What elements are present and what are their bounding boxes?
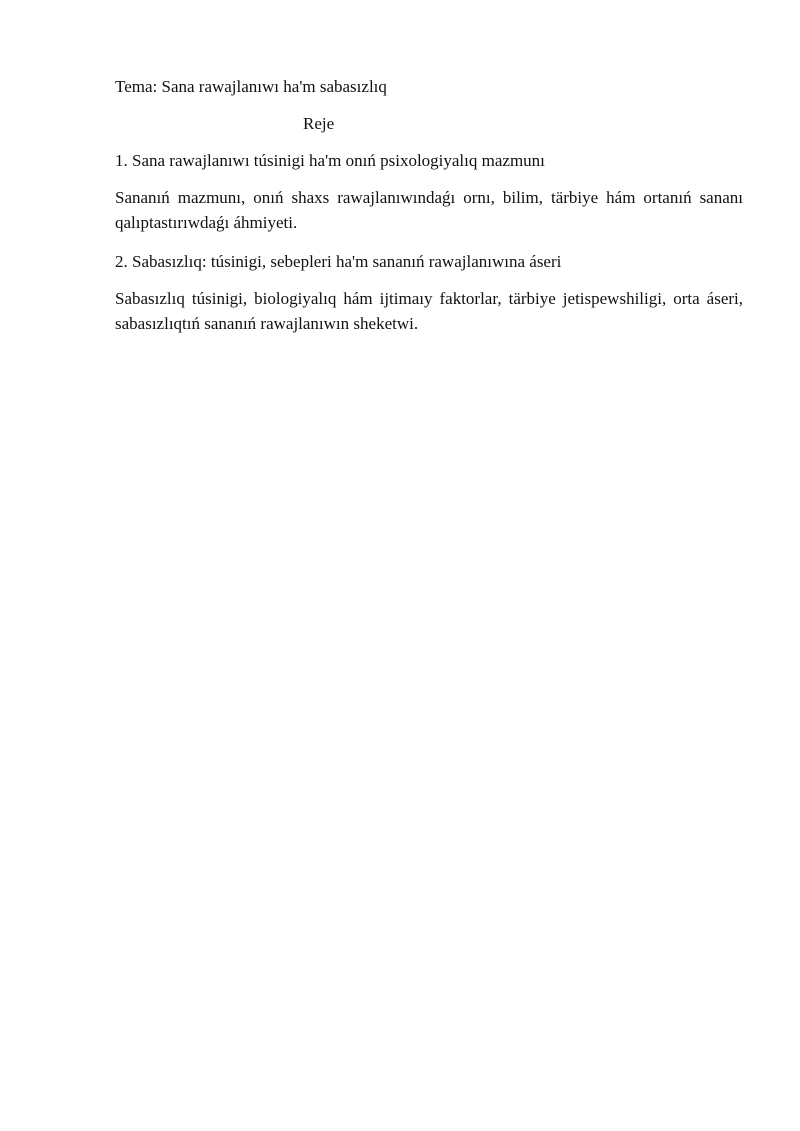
document-content <box>115 74 743 350</box>
section-2-heading: 2. Sabasızlıq: túsinigi, sebepleri ha'm sananıń rawajlanıwına áseri <box>115 252 562 271</box>
section-1-heading: 1. Sana rawajlanıwı túsinigi ha'm onıń psixologiyalıq mazmunı <box>115 151 545 170</box>
document-title: Tema: Sana rawajlanıwı ha'm sabasızlıq <box>115 77 387 96</box>
section-1-body: Sananıń mazmunı, onıń shaxs rawajlanıwındaǵı ornı, bilim, tärbiye hám ortanıń sananı qalıptastırıwdaǵı áhmiyeti. <box>115 188 743 232</box>
section-2-body: Sabasızlıq túsinigi, biologiyalıq hám ijtimaıy faktorlar, tärbiye jetispewshiligi, orta áseri, sabasızlıqtıń sananıń rawajlanıwın sheketwi. <box>115 289 743 333</box>
plan-label: Reje <box>303 114 335 133</box>
